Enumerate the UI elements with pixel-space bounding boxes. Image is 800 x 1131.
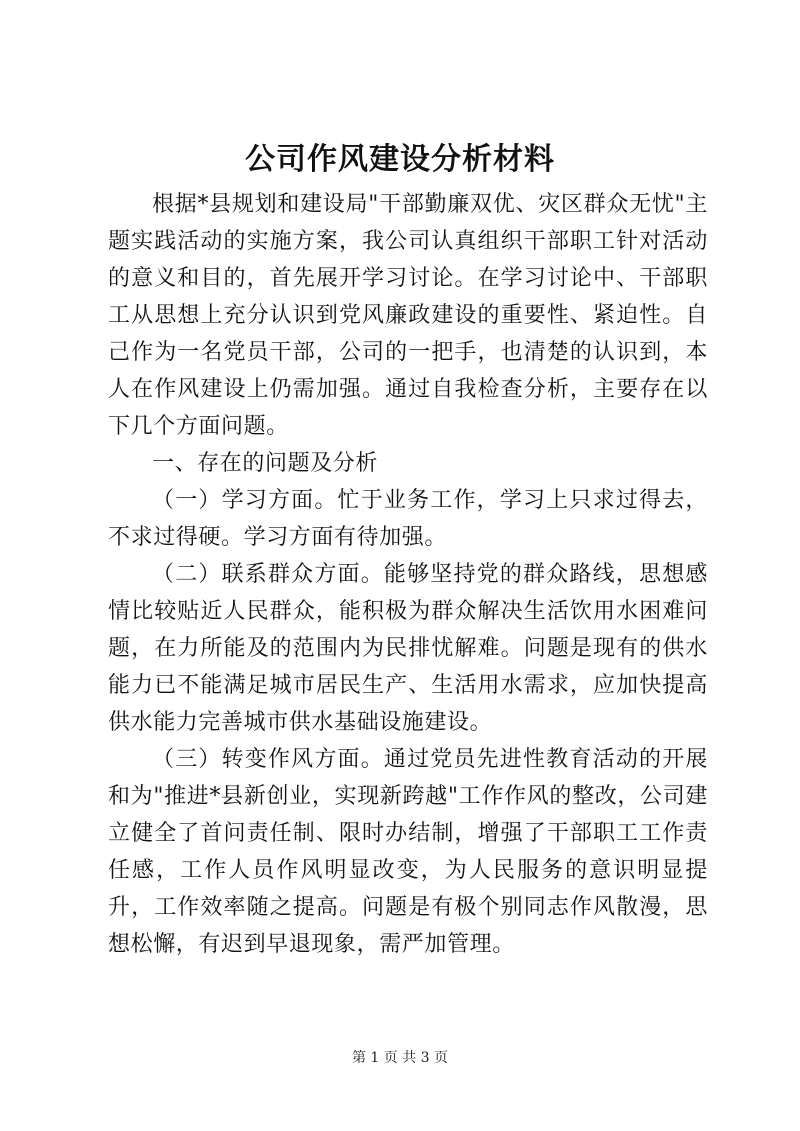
paragraph-work-style: （三）转变作风方面。通过党员先进性教育活动的开展和为"推进*县新创业，实现新跨越"工作作风的整改，公司建立健全了首问责任制、限时办结制，增强了干部职工工作责任感，工作人员作风明显改变，为人民服务的意识明显提升，工作效率随之提高。问题是有极个别同志作风散漫，思想松懈，有迟到早退现象，需严加管理。: [108, 747, 708, 957]
paragraph-intro: 根据*县规划和建设局"干部勤廉双优、灾区群众无忧"主题实践活动的实施方案，我公司认真组织干部职工针对活动的意义和目的，首先展开学习讨论。在学习讨论中、干部职工从思想上充分认识到党风廉政建设的重要性、紧迫性。自己作为一名党员干部，公司的一把手，也清楚的认识到，本人在作风建设上仍需加强。通过自我检查分析，主要存在以下几个方面问题。: [108, 192, 708, 439]
paragraph-mass-contact: （二）联系群众方面。能够坚持党的群众路线，思想感情比较贴近人民群众，能积极为群众解决生活饮用水困难问题，在力所能及的范围内为民排忧解难。问题是现有的供水能力已不能满足城市居民生产、生活用水需求，应加快提高供水能力完善城市供水基础设施建设。: [108, 562, 708, 735]
document-title: 公司作风建设分析材料: [245, 142, 555, 177]
document-body: [108, 186, 708, 963]
paragraph-learning: （一）学习方面。忙于业务工作，学习上只求过得去，不求过得硬。学习方面有待加强。: [108, 488, 708, 550]
section-heading-problems: 一、存在的问题及分析: [152, 451, 379, 476]
page-number-footer: 第 1 页 共 3 页: [351, 1050, 449, 1066]
